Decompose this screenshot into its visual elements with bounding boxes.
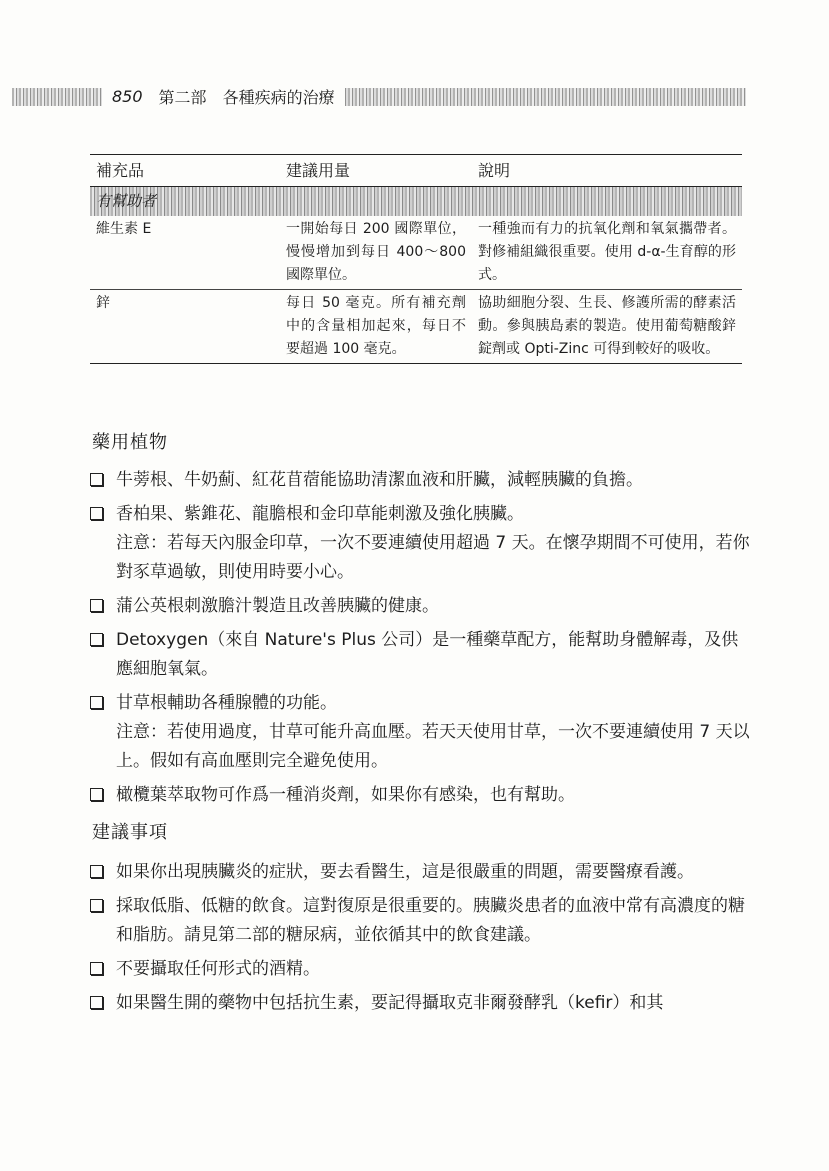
supplement-description: 一種強而有力的抗氧化劑和氧氣攜帶者。對修補組織很重要。使用 d-α-生育醇的形式。 <box>472 216 742 290</box>
header-label <box>102 84 345 108</box>
checkbox-icon <box>90 996 103 1009</box>
table-group-row <box>90 187 742 217</box>
page-number: 850 <box>112 86 143 106</box>
supplement-name: 鋅 <box>90 290 280 364</box>
column-header-supplement: 補充品 <box>90 155 280 187</box>
herbs-list <box>90 466 750 815</box>
item-text: 甘草根輔助各種腺體的功能。 <box>116 693 337 713</box>
item-note: 注意：若每天內服金印草，一次不要連續使用超過 7 天。在懷孕期間不可使用，若你對豕草過敏，則使用時要小心。 <box>116 533 750 582</box>
part-label: 第二部 <box>158 87 207 107</box>
item-text: 採取低脂、低糖的飲食。這對復原是很重要的。胰臟炎患者的血液中常有高濃度的糖和脂肪。請見第二部的糖尿病，並依循其中的飲食建議。 <box>116 896 745 945</box>
checkbox-icon <box>90 696 103 709</box>
item-text: 不要攝取任何形式的酒精。 <box>116 959 320 979</box>
checkbox-icon <box>90 507 103 520</box>
list-item <box>90 466 750 495</box>
supplement-dose: 每日 50 毫克。所有補充劑中的含量相加起來，每日不要超過 100 毫克。 <box>280 290 472 364</box>
item-text: 牛蒡根、牛奶薊、紅花苜蓿能協助清潔血液和肝臟，減輕胰臟的負擔。 <box>116 470 643 490</box>
checkbox-icon <box>90 899 103 912</box>
supplement-table <box>90 154 742 364</box>
column-header-dose: 建議用量 <box>280 155 472 187</box>
table-row <box>90 290 742 364</box>
item-text: Detoxygen（來自 Nature's Plus 公司）是一種藥草配方，能幫助身體解毒，及供應細胞氧氣。 <box>116 630 739 679</box>
list-item <box>90 626 750 684</box>
checkbox-icon <box>90 473 103 486</box>
item-text: 蒲公英根刺激膽汁製造且改善胰臟的健康。 <box>116 596 439 616</box>
list-item <box>90 689 750 776</box>
table-header-row <box>90 155 742 187</box>
recommendations-list <box>90 858 750 1023</box>
list-item <box>90 892 750 950</box>
column-header-description: 說明 <box>472 155 742 187</box>
supplement-description: 協助細胞分裂、生長、修護所需的酵素活動。參與胰島素的製造。使用葡萄糖酸鋅錠劑或 Opti-Zinc 可得到較好的吸收。 <box>472 290 742 364</box>
list-item <box>90 500 750 587</box>
list-item <box>90 989 750 1018</box>
herbs-section-title: 藥用植物 <box>92 432 168 453</box>
group-label: 有幫助者 <box>90 187 742 217</box>
running-header <box>12 78 746 112</box>
item-text: 香柏果、紫錐花、龍膽根和金印草能刺激及強化胰臟。 <box>116 504 524 524</box>
list-item <box>90 955 750 984</box>
checkbox-icon <box>90 962 103 975</box>
list-item <box>90 858 750 887</box>
table-row <box>90 216 742 290</box>
recommendations-section-title: 建議事項 <box>92 822 168 843</box>
checkbox-icon <box>90 788 103 801</box>
item-note: 注意：若使用過度，甘草可能升高血壓。若天天使用甘草，一次不要連續使用 7 天以上。假如有高血壓則完全避免使用。 <box>116 722 750 771</box>
checkbox-icon <box>90 865 103 878</box>
supplement-name: 維生素 E <box>90 216 280 290</box>
supplement-dose: 一開始每日 200 國際單位，慢慢增加到每日 400～800 國際單位。 <box>280 216 472 290</box>
list-item <box>90 781 750 810</box>
checkbox-icon <box>90 599 103 612</box>
list-item <box>90 592 750 621</box>
chapter-title: 各種疾病的治療 <box>222 87 335 107</box>
item-text: 如果醫生開的藥物中包括抗生素，要記得攝取克非爾發酵乳（kefir）和其 <box>116 993 664 1013</box>
item-text: 如果你出現胰臟炎的症狀，要去看醫生，這是很嚴重的問題，需要醫療看護。 <box>116 862 694 882</box>
checkbox-icon <box>90 633 103 646</box>
item-text: 橄欖葉萃取物可作爲一種消炎劑，如果你有感染，也有幫助。 <box>116 785 575 805</box>
